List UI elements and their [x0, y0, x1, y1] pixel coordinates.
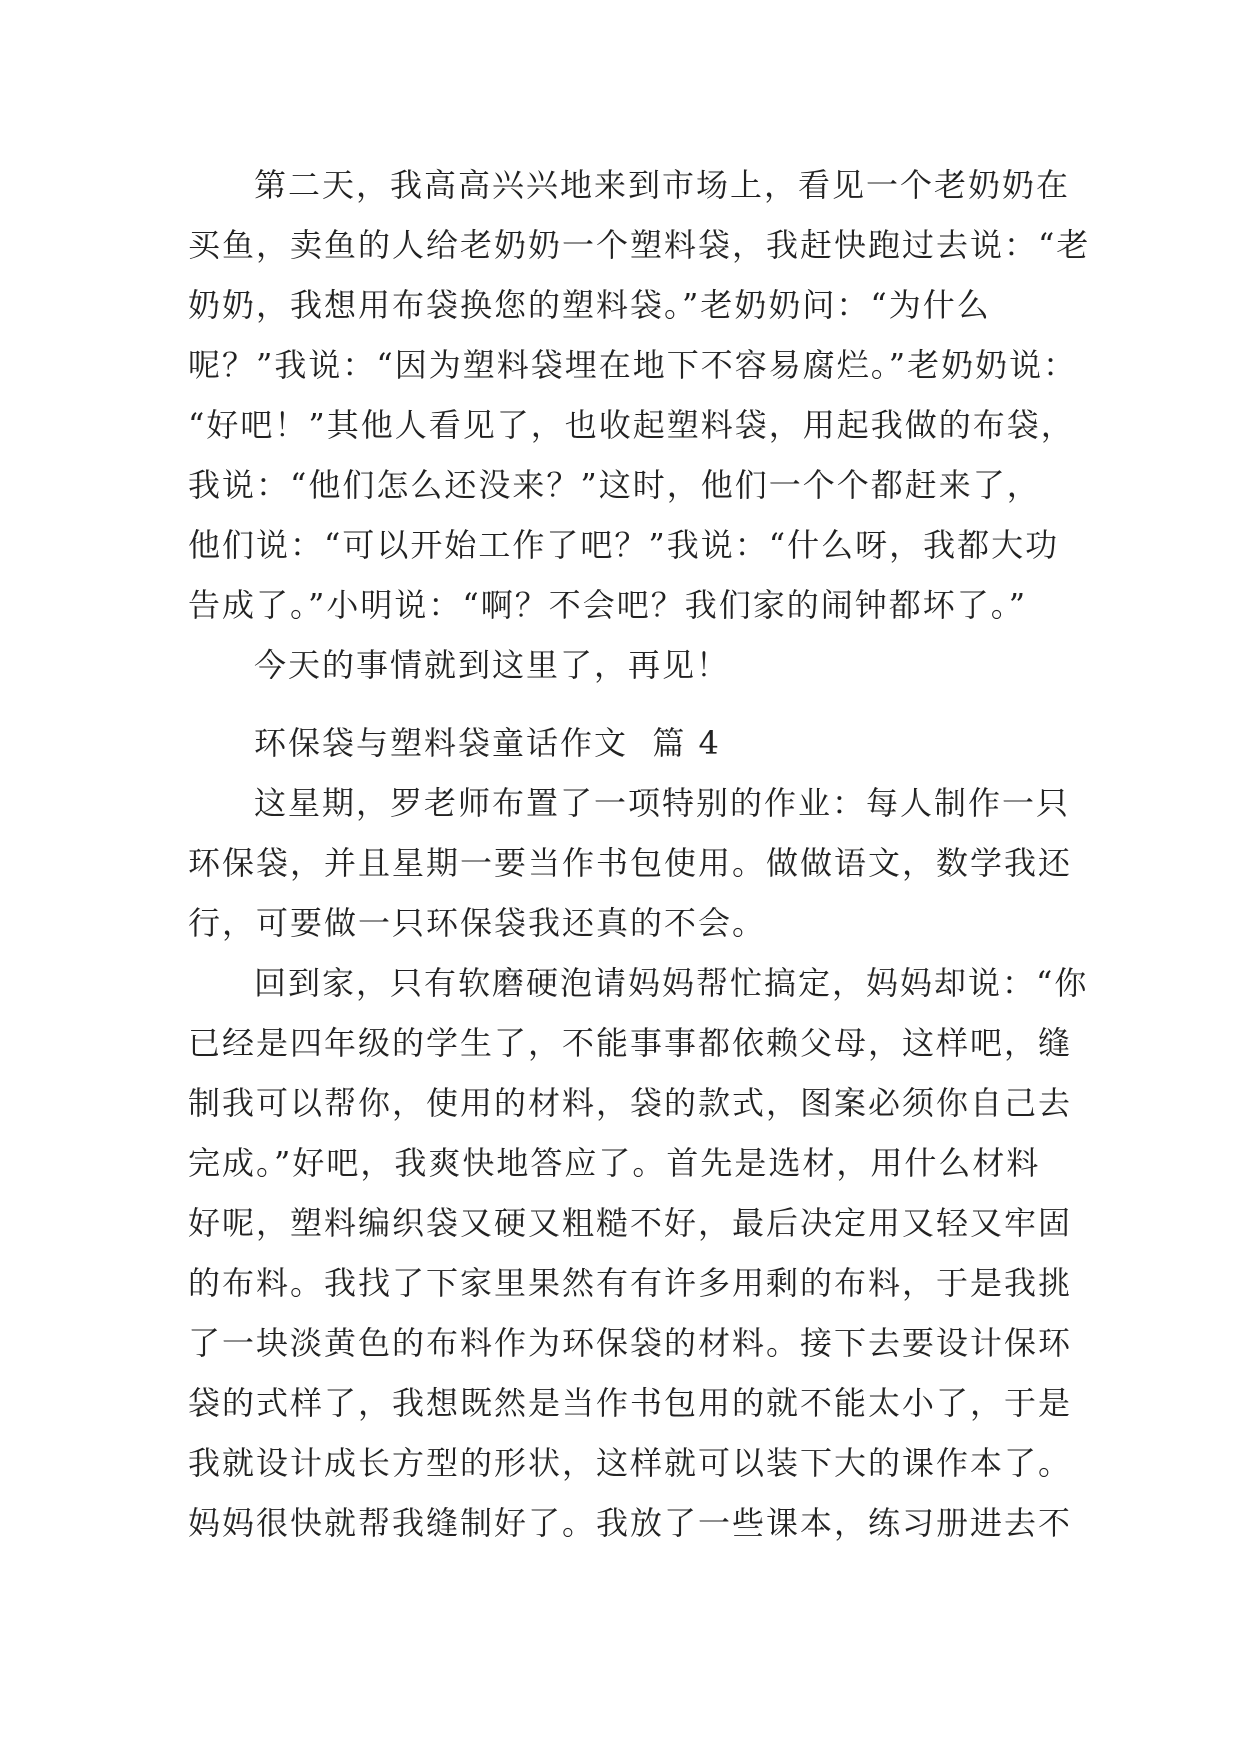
- paragraph-line: 我就设计成长方型的形状，这样就可以装下大的课作本了。: [188, 1444, 1073, 1482]
- paragraph-line: 我说：“他们怎么还没来？”这时，他们一个个都赶来了，: [188, 466, 1041, 504]
- section-heading: 环保袋与塑料袋童话作文 篇 4: [254, 724, 721, 762]
- paragraph-line: 完成。”好吧，我爽快地答应了。首先是选材，用什么材料: [188, 1144, 1041, 1182]
- paragraph-line: 环保袋，并且星期一要当作书包使用。做做语文，数学我还: [188, 844, 1073, 882]
- paragraph-line: 好呢，塑料编织袋又硬又粗糙不好，最后决定用又轻又牢固: [188, 1204, 1073, 1242]
- paragraph-line: “好吧！”其他人看见了，也收起塑料袋，用起我做的布袋，: [188, 406, 1075, 444]
- paragraph-line: 已经是四年级的学生了，不能事事都依赖父母，这样吧，缝: [188, 1024, 1073, 1062]
- paragraph-line: 的布料。我找了下家里果然有有许多用剩的布料，于是我挑: [188, 1264, 1073, 1302]
- paragraph-line: 妈妈很快就帮我缝制好了。我放了一些课本，练习册进去不: [188, 1504, 1073, 1542]
- paragraph-line: 告成了。”小明说：“啊？不会吧？我们家的闹钟都坏了。”: [188, 586, 1028, 624]
- story-section-part-3: [188, 155, 1091, 695]
- closing-line: 今天的事情就到这里了，再见！: [254, 646, 731, 684]
- paragraph-line: 制我可以帮你，使用的材料，袋的款式，图案必须你自己去: [188, 1084, 1073, 1122]
- paragraph-line: 呢？”我说：“因为塑料袋埋在地下不容易腐烂。”老奶奶说：: [188, 346, 1078, 384]
- story-section-part-4: [188, 713, 1088, 1553]
- paragraph-line: 回到家，只有软磨硬泡请妈妈帮忙搞定，妈妈却说：“你: [254, 964, 1089, 1002]
- paragraph-line: 他们说：“可以开始工作了吧？”我说：“什么呀，我都大功: [188, 526, 1060, 564]
- paragraph-line: 了一块淡黄色的布料作为环保袋的材料。接下去要设计保环: [188, 1324, 1073, 1362]
- paragraph-line: 第二天，我高高兴兴地来到市场上，看见一个老奶奶在: [254, 166, 1071, 204]
- paragraph-line: 这星期，罗老师布置了一项特别的作业：每人制作一只: [254, 784, 1071, 822]
- paragraph-line: 袋的式样了，我想既然是当作书包用的就不能太小了，于是: [188, 1384, 1073, 1422]
- paragraph-line: 奶奶，我想用布袋换您的塑料袋。”老奶奶问：“为什么: [188, 286, 991, 324]
- paragraph-line: 买鱼，卖鱼的人给老奶奶一个塑料袋，我赶快跑过去说：“老: [188, 226, 1091, 264]
- paragraph-line: 行，可要做一只环保袋我还真的不会。: [188, 904, 767, 942]
